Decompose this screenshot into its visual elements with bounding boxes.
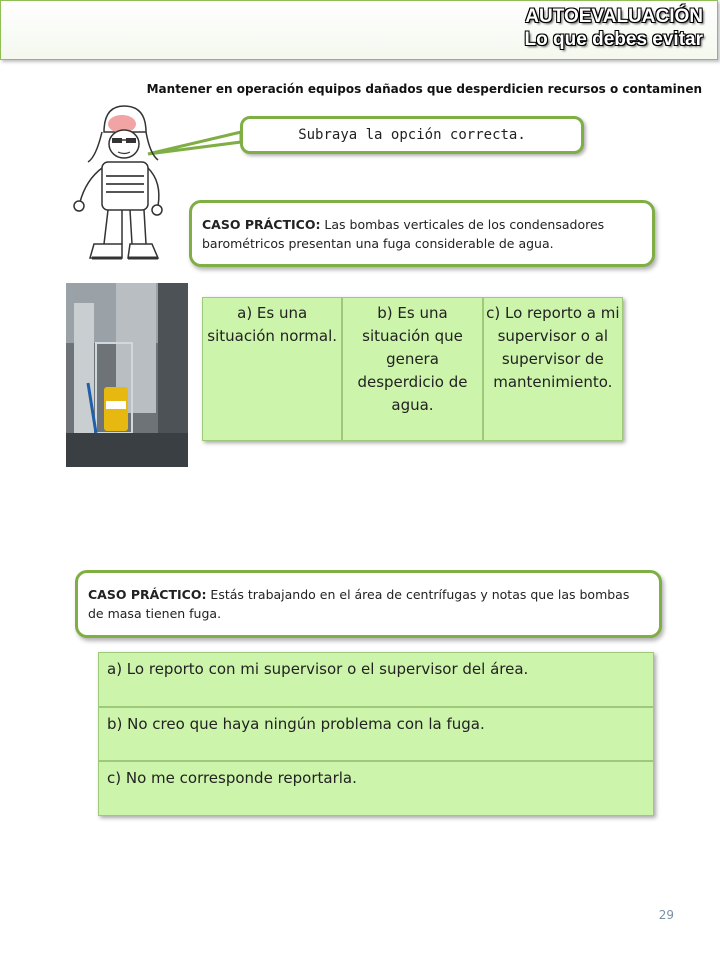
pump-photo [66, 283, 188, 467]
case-label: CASO PRÁCTICO: [88, 587, 207, 602]
case-1-options [202, 297, 623, 441]
page-number: 29 [658, 908, 674, 922]
page-title [525, 5, 703, 51]
title-line-2: Lo que debes evitar [524, 29, 703, 50]
option-c[interactable]: c) No me corresponde reportarla. [98, 761, 654, 816]
case-label: CASO PRÁCTICO: [202, 217, 321, 232]
instruction-callout: Subraya la opción correcta. [240, 116, 584, 154]
case-study-2 [75, 570, 662, 638]
option-c[interactable]: c) Lo reporto a mi supervisor o al supervisor de mantenimiento. [483, 297, 623, 441]
option-b[interactable]: b) No creo que haya ningún problema con la fuga. [98, 707, 654, 762]
section-subtitle: Mantener en operación equipos dañados que desperdicien recursos o contaminen [146, 82, 702, 96]
title-line-1: AUTOEVALUACIÓN [525, 6, 703, 27]
option-a[interactable]: a) Lo reporto con mi supervisor o el supervisor del área. [98, 652, 654, 707]
case-2-options [98, 652, 654, 816]
case-text: Estás trabajando en el área de centrífugas y notas que las bombas de masa tienen fuga. [88, 587, 630, 621]
option-a[interactable]: a) Es una situación normal. [202, 297, 342, 441]
case-text: Las bombas verticales de los condensadores barométricos presentan una fuga considerable de agua. [202, 217, 605, 251]
case-study-1 [189, 200, 655, 267]
option-b[interactable]: b) Es una situación que genera desperdicio de agua. [342, 297, 482, 441]
header-banner [0, 0, 718, 60]
